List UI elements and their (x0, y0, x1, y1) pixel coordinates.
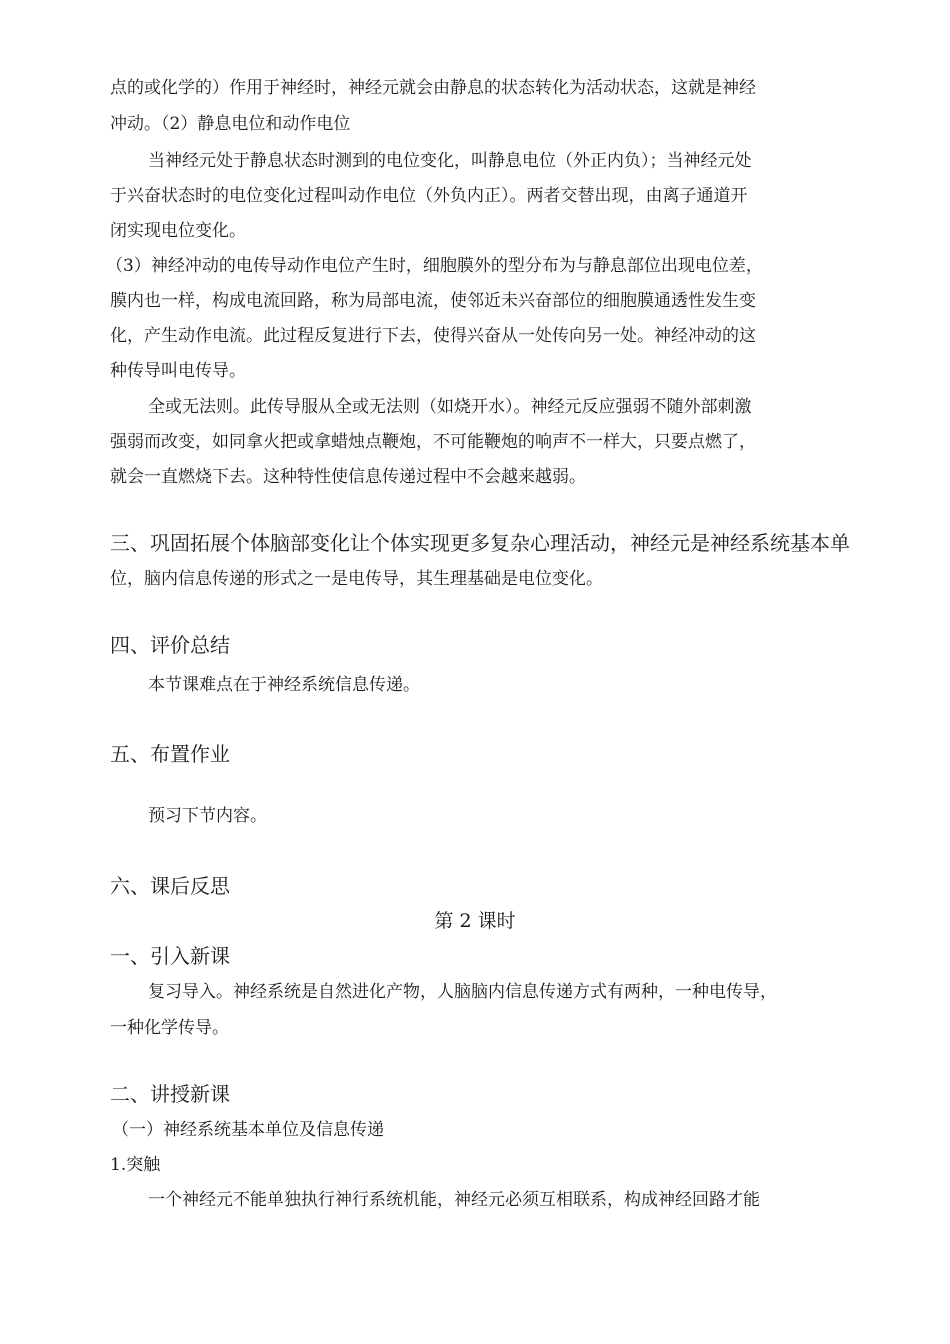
body-text-line: 预习下节内容。 (148, 806, 267, 826)
body-text-line: （3）神经冲动的电传导动作电位产生时，细胞膜外的型分布为与静息部位出现电位差， (106, 256, 763, 276)
section-heading: 四、评价总结 (110, 633, 230, 657)
body-text-line: 当神经元处于静息状态时测到的电位变化，叫静息电位（外正内负）；当神经元处 (148, 151, 752, 171)
lesson-title: 第 2 课时 (434, 910, 516, 932)
body-text-line: 强弱而改变，如同拿火把或拿蜡烛点鞭炮，不可能鞭炮的响声不一样大，只要点燃了， (110, 432, 756, 452)
item-heading: 1.突触 (110, 1155, 161, 1175)
body-text-line: 于兴奋状态时的电位变化过程叫动作电位（外负内正）。两者交替出现，由离子通道开 (110, 186, 748, 206)
section-heading: 三、巩固拓展个体脑部变化让个体实现更多复杂心理活动，神经元是神经系统基本单 (110, 531, 850, 555)
body-text-line: 膜内也一样，构成电流回路，称为局部电流，使邻近未兴奋部位的细胞膜通透性发生变 (110, 291, 756, 311)
section-heading: 六、课后反思 (110, 874, 230, 898)
section-heading: 五、布置作业 (110, 742, 230, 766)
body-text-line: 位，脑内信息传递的形式之一是电传导，其生理基础是电位变化。 (110, 569, 603, 589)
body-text-line: 点的或化学的）作用于神经时，神经元就会由静息的状态转化为活动状态，这就是神经 (110, 78, 756, 98)
section-heading: 一、引入新课 (110, 944, 230, 968)
body-text-line: 全或无法则。此传导服从全或无法则（如烧开水）。神经元反应强弱不随外部刺激 (148, 397, 752, 417)
subsection-heading: （一）神经系统基本单位及信息传递 (112, 1120, 384, 1140)
body-text-line: 一种化学传导。 (110, 1018, 229, 1038)
body-text-line: 本节课难点在于神经系统信息传递。 (148, 675, 420, 695)
body-text-line: 闭实现电位变化。 (110, 221, 246, 241)
body-text-line: 化，产生动作电流。此过程反复进行下去，使得兴奋从一处传向另一处。神经冲动的这 (110, 326, 756, 346)
body-text-line: 冲动。（2）静息电位和动作电位 (110, 114, 351, 134)
body-text-line: 就会一直燃烧下去。这种特性使信息传递过程中不会越来越弱。 (110, 467, 586, 487)
body-text-line: 种传导叫电传导。 (110, 361, 246, 381)
body-text-line: 一个神经元不能单独执行神行系统机能，神经元必须互相联系，构成神经回路才能 (148, 1190, 760, 1210)
body-text-line: 复习导入。神经系统是自然进化产物，人脑脑内信息传递方式有两种，一种电传导， (148, 982, 777, 1002)
section-heading: 二、讲授新课 (110, 1082, 230, 1106)
